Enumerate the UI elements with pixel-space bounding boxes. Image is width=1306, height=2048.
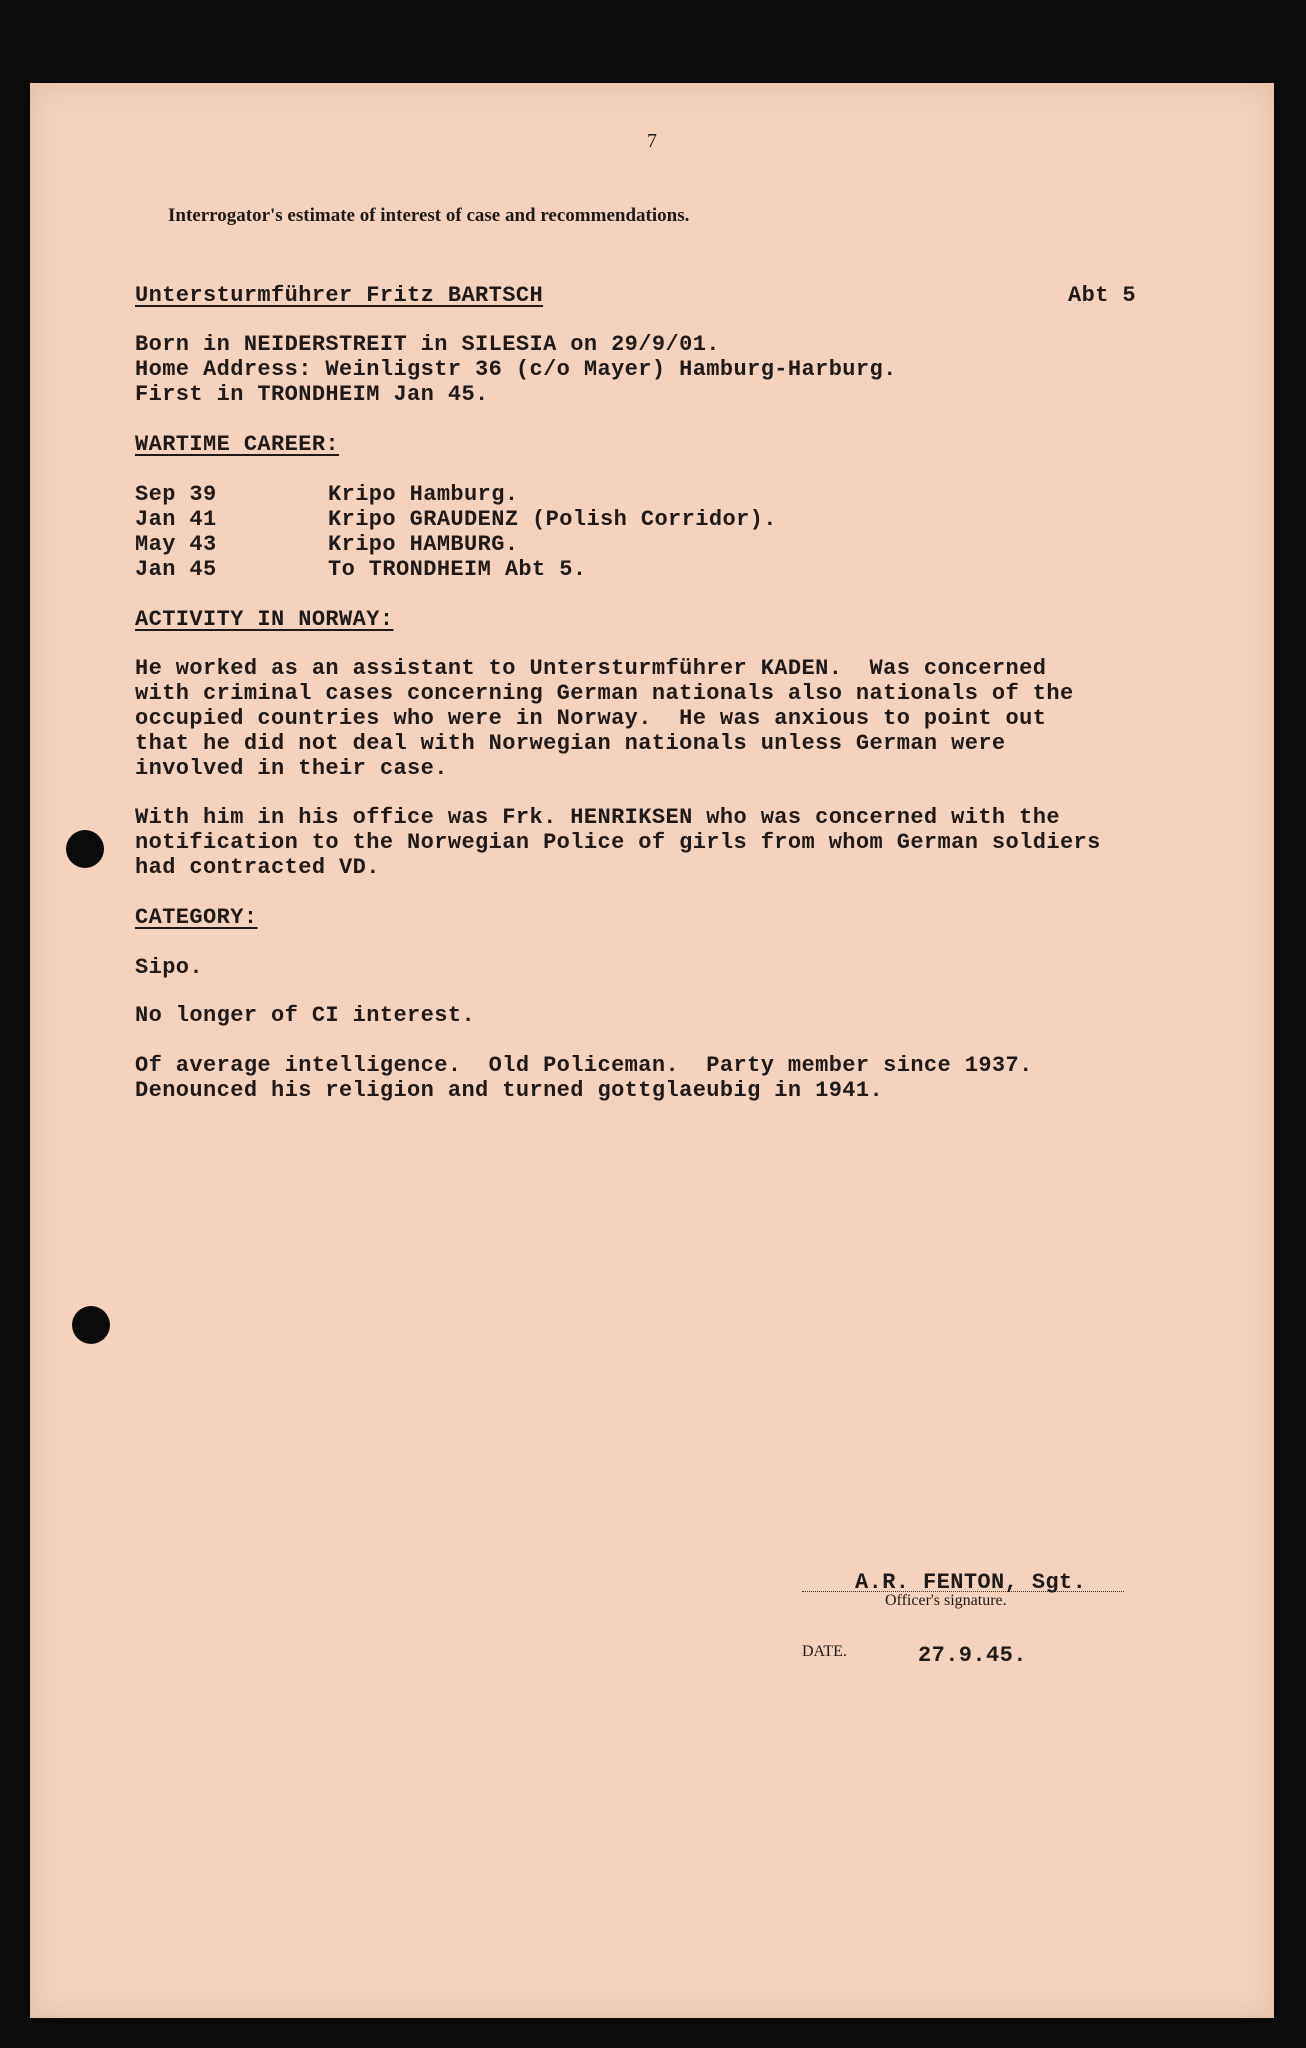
- career-date: Sep 39: [135, 482, 217, 507]
- home-address-line: Home Address: Weinligstr 36 (c/o Mayer) Hamburg-Harburg.: [135, 357, 897, 382]
- remarks-line: Denounced his religion and turned gottglaeubig in 1941.: [135, 1078, 884, 1103]
- activity-para1-line: with criminal cases concerning German nationals also nationals of the: [135, 681, 1074, 706]
- activity-para1-line: that he did not deal with Norwegian nationals unless German were: [135, 731, 1006, 756]
- subject-name: Untersturmführer Fritz BARTSCH: [135, 283, 544, 308]
- activity-para2-line: notification to the Norwegian Police of girls from whom German soldiers: [135, 830, 1101, 855]
- category-value: Sipo.: [135, 955, 204, 980]
- career-text: Kripo Hamburg.: [328, 482, 519, 507]
- signature-name: A.R. FENTON, Sgt.: [855, 1570, 1087, 1595]
- career-heading: WARTIME CAREER:: [135, 432, 340, 457]
- activity-para1-line: He worked as an assistant to Untersturmführer KADEN. Was concerned: [135, 656, 1047, 681]
- activity-para1-line: involved in their case.: [135, 756, 448, 781]
- career-date: May 43: [135, 532, 217, 557]
- punch-hole-bottom: [72, 1306, 110, 1344]
- first-in-line: First in TRONDHEIM Jan 45.: [135, 382, 489, 407]
- career-text: Kripo HAMBURG.: [328, 532, 519, 557]
- page-number: 7: [647, 130, 657, 152]
- career-text: To TRONDHEIM Abt 5.: [328, 557, 587, 582]
- activity-para2-line: had contracted VD.: [135, 855, 380, 880]
- signature-caption: Officer's signature.: [885, 1592, 1007, 1609]
- career-text: Kripo GRAUDENZ (Polish Corridor).: [328, 507, 777, 532]
- form-heading: Interrogator's estimate of interest of case and recommendations.: [168, 205, 690, 226]
- activity-para1-line: occupied countries who were in Norway. He was anxious to point out: [135, 706, 1047, 731]
- punch-hole-top: [66, 830, 104, 868]
- career-date: Jan 41: [135, 507, 217, 532]
- born-line: Born in NEIDERSTREIT in SILESIA on 29/9/01.: [135, 332, 720, 357]
- category-heading: CATEGORY:: [135, 905, 258, 930]
- career-date: Jan 45: [135, 557, 217, 582]
- remarks-line: Of average intelligence. Old Policeman. Party member since 1937.: [135, 1053, 1033, 1078]
- interest-line: No longer of CI interest.: [135, 1003, 476, 1028]
- date-label: DATE.: [802, 1643, 847, 1660]
- activity-para2-line: With him in his office was Frk. HENRIKSEN who was concerned with the: [135, 805, 1060, 830]
- department: Abt 5: [1068, 283, 1137, 308]
- date-value: 27.9.45.: [918, 1643, 1027, 1668]
- activity-heading: ACTIVITY IN NORWAY:: [135, 607, 394, 632]
